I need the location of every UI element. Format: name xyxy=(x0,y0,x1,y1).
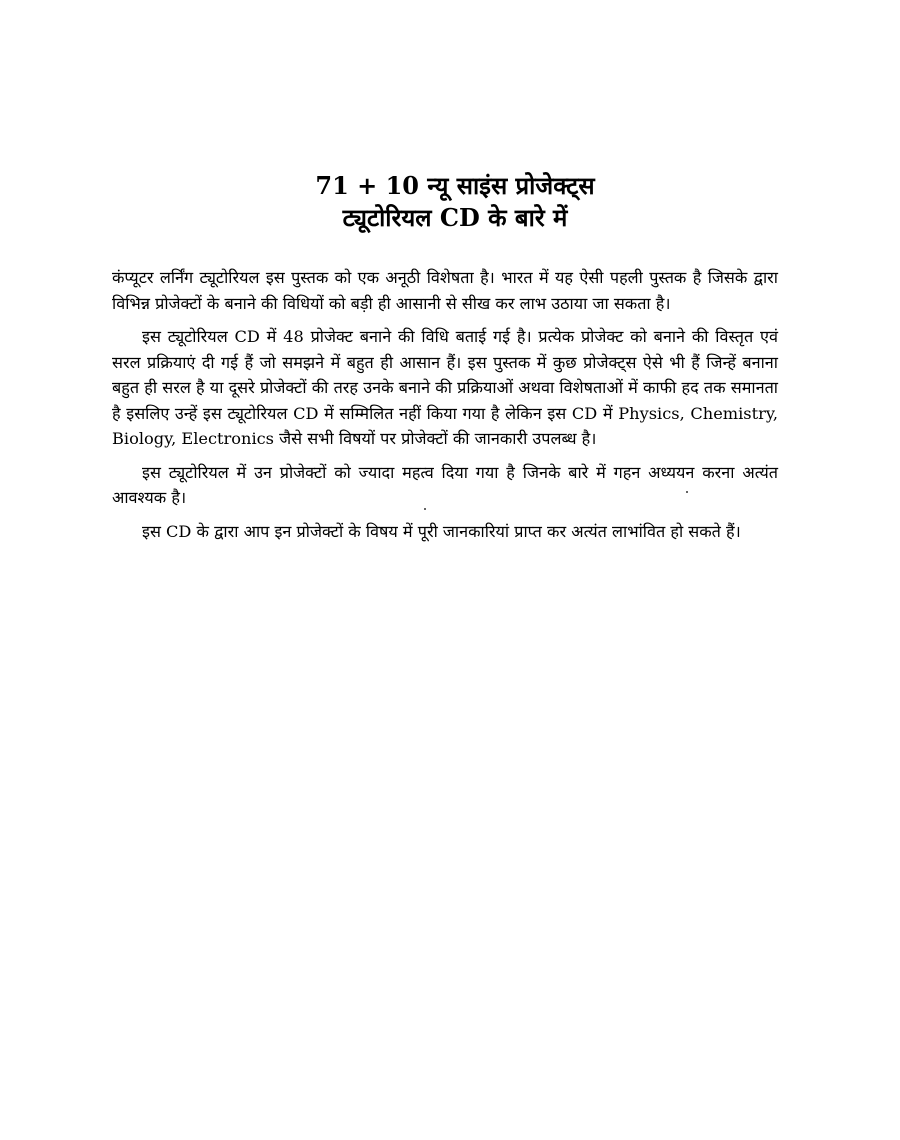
paragraph-benefit: इस CD के द्वारा आप इन प्रोजेक्टों के विषय में पूरी जानकारियां प्राप्त कर अत्यंत लाभांवित हो सकते हैं। xyxy=(142,521,741,541)
heading xyxy=(0,170,900,234)
paragraph-importance: इस ट्यूटोरियल में उन प्रोजेक्टों को ज्यादा महत्व दिया गया है जिनके बारे में गहन अध्ययन करना अत्यंत आवश्यक है। xyxy=(112,462,778,507)
body-text xyxy=(112,265,778,552)
paragraph-cd-projects: इस ट्यूटोरियल CD में 48 प्रोजेक्ट बनाने की विधि बताई गई है। प्रत्येक प्रोजेक्ट को बनाने की विस्तृत एवं सरल प्रक्रियाएं दी गई हैं जो समझने में बहुत ही आसान हैं। इस पुस्तक में कुछ प्रोजेक्ट्स ऐसे भी हैं जिन्हें बनाना बहुत ही सरल है या दूसरे प्रोजेक्टों की तरह उनके बनाने की प्रक्रियाओं अथवा विशेषताओं में काफी हद तक समानता है इसलिए उन्हें इस ट्यूटोरियल CD में सम्मिलित नहीं किया गया है लेकिन इस CD में Physics, Chemistry, Biology, Electronics जैसे सभी विषयों पर प्रोजेक्टों की जानकारी उपलब्ध है। xyxy=(112,327,778,448)
heading-line-1: 71 + 10 न्यू साइंस प्रोजेक्ट्स xyxy=(315,171,595,200)
heading-line-2: ट्यूटोरियल CD के बारे में xyxy=(342,203,568,232)
paragraph-intro: कंप्यूटर लर्निंग ट्यूटोरियल इस पुस्तक को एक अनूठी विशेषता है। भारत में यह ऐसी पहली पुस्तक है जिसके द्वारा विभिन्न प्रोजेक्टों के बनाने की विधियों को बड़ी ही आसानी से सीख कर लाभ उठाया जा सकता है। xyxy=(112,268,778,313)
scan-speck xyxy=(686,491,688,493)
scan-speck xyxy=(424,508,426,510)
